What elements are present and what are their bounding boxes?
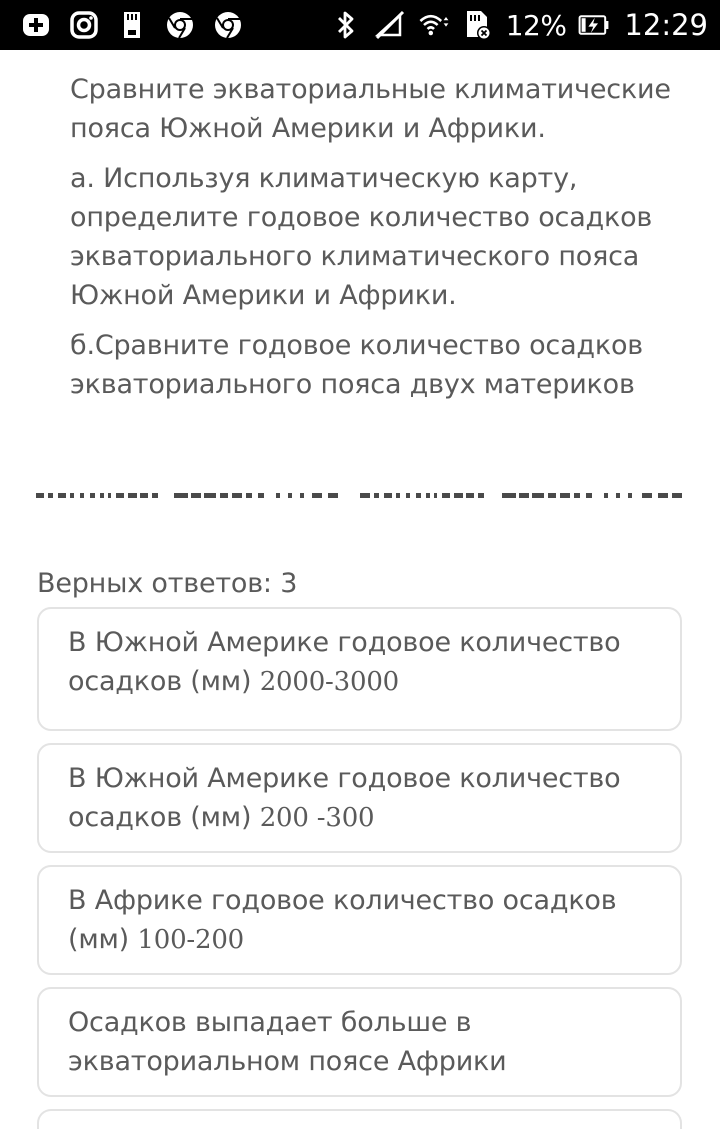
- battery-percent: 12%: [505, 8, 567, 42]
- answer-option[interactable]: [37, 607, 682, 731]
- muted-icon: [374, 9, 406, 41]
- question-part-b: б.Сравните годовое количество осадков экваториального пояса двух материков: [70, 330, 644, 400]
- chrome-icon: [164, 9, 196, 41]
- answer-option-number: 2000-3000: [259, 667, 400, 697]
- add-box-icon: [20, 9, 52, 41]
- answer-option[interactable]: [37, 987, 682, 1097]
- answer-option-partial[interactable]: [37, 1109, 682, 1129]
- answer-option-number: 100-200: [137, 925, 245, 955]
- answer-option-text: В Африке годовое количество осадков (мм): [68, 885, 617, 955]
- answer-option-number: 200 -300: [259, 803, 375, 833]
- instagram-icon: [68, 9, 100, 41]
- sd-card-icon: [116, 9, 148, 41]
- answer-option-text: В Южной Америке годовое количество осадков (мм): [68, 763, 621, 833]
- answer-option-text: Осадков выпадает больше в экваториальном поясе Африки: [68, 1007, 507, 1077]
- answer-option-text: В Южной Америке годовое количество осадков (мм): [68, 627, 621, 697]
- system-icons: [330, 0, 708, 50]
- image-fragment-divider: [36, 492, 684, 500]
- answer-option[interactable]: [37, 865, 682, 975]
- question-text: [70, 70, 690, 415]
- wifi-icon: [418, 9, 450, 41]
- chrome-icon: [212, 9, 244, 41]
- status-bar: [0, 0, 720, 50]
- correct-answers-count: Верных ответов: 3: [37, 568, 298, 599]
- question-part-a: а. Используя климатическую карту, определите годовое количество осадков экваториального климатического пояса Южной Америки и Африки.: [70, 163, 653, 311]
- clock: 12:29: [624, 8, 708, 42]
- battery-charging-icon: [578, 9, 610, 41]
- bluetooth-icon: [330, 9, 362, 41]
- answer-option[interactable]: [37, 743, 682, 853]
- sim-no-signal-icon: [462, 9, 494, 41]
- notification-icons: [20, 0, 244, 50]
- question-intro: Сравните экваториальные климатические пояса Южной Америки и Африки.: [70, 74, 671, 144]
